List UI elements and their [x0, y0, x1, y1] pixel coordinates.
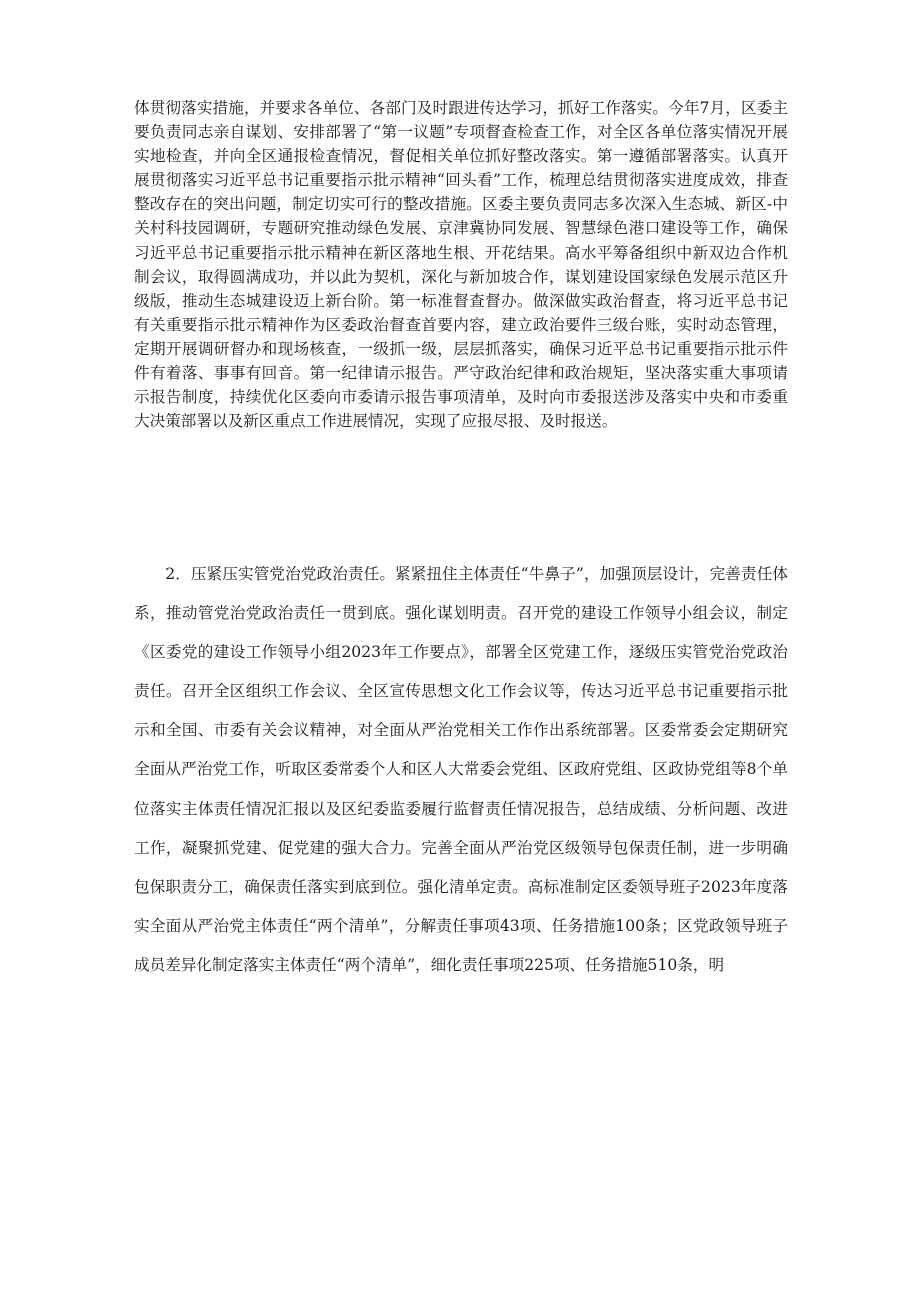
body-paragraph-continued: 体贯彻落实措施，并要求各单位、各部门及时跟进传达学习，抓好工作落实。今年7月，区委主要负责同志亲自谋划、安排部署了“第一议题”专项督查检查工作，对全区各单位落实情况开展实地检查，并向全区通报检查情况，督促相关单位抓好整改落实。第一遵循部署落实。认真开展贯彻落实习近平总书记重要指示批示精神“回头看”工作，梳理总结贯彻落实进度成效，排查整改存在的突出问题，制定切实可行的整改措施。区委主要负责同志多次深入生态城、新区-中关村科技园调研，专题研究推动绿色发展、京津冀协同发展、智慧绿色港口建设等工作，确保习近平总书记重要指示批示精神在新区落地生根、开花结果。高水平筹备组织中新双边合作机制会议，取得圆满成功，并以此为契机，深化与新加坡合作，谋划建设国家绿色发展示范区升级版，推动生态城建设迈上新台阶。第一标准督查督办。做深做实政治督查，将习近平总书记有关重要指示批示精神作为区委政治督查首要内容，建立政治要件三级台账，实时动态管理，定期开展调研督办和现场核查，一级抓一级，层层抓落实，确保习近平总书记重要指示批示件件有着落、事事有回音。第一纪律请示报告。严守政治纪律和政治规矩，坚决落实重大事项请示报告制度，持续优化区委向市委请示报告事项清单，及时向市委报送涉及落实中央和市委重大决策部署以及新区重点工作进展情况，实现了应报尽报、及时报送。	[134, 99, 788, 431]
body-paragraph-section-2: 2．压紧压实管党治党政治责任。紧紧扭住主体责任“牛鼻子”，加强顶层设计，完善责任体系，推动管党治党政治责任一贯到底。强化谋划明责。召开党的建设工作领导小组会议，制定《区委党的建设工作领导小组2023年工作要点》，部署全区党建工作，逐级压实管党治党政治责任。召开全区组织工作会议、全区宣传思想文化工作会议等，传达习近平总书记重要指示批示和全国、市委有关会议精神，对全面从严治党相关工作作出系统部署。区委常委会定期研究全面从严治党工作，听取区委常委个人和区人大常委会党组、区政府党组、区政协党组等8个单位落实主体责任情况汇报以及区纪委监委履行监督责任情况报告，总结成绩、分析问题、改进工作，凝聚抓党建、促党建的强大合力。完善全面从严治党区级领导包保责任制，进一步明确包保职责分工，确保责任落实到底到位。强化清单定责。高标准制定区委领导班子2023年度落实全面从严治党主体责任“两个清单”，分解责任事项43项、任务措施100条；区党政领导班子成员差异化制定落实主体责任“两个清单”，细化责任事项225项、任务措施510条，明	[134, 565, 788, 974]
